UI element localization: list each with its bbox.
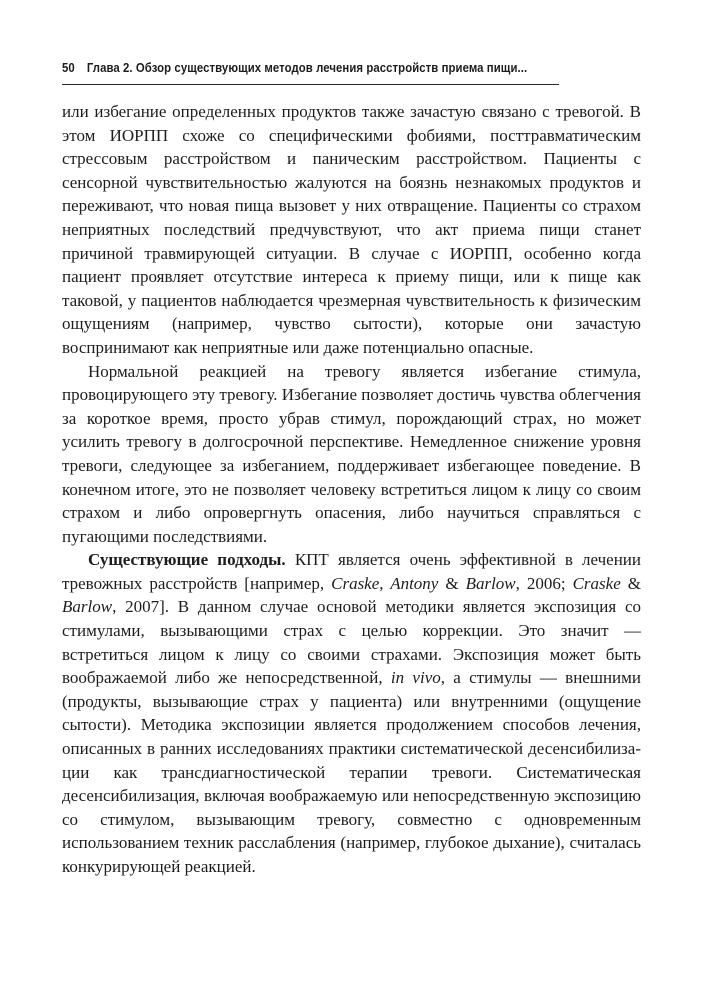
chapter-title: Глава 2. Обзор существующих методов лечения расстройств приема пищи... <box>86 60 528 75</box>
latin-term: in vivo <box>390 668 441 688</box>
citation-author: Barlow <box>62 597 113 617</box>
running-header <box>62 60 559 85</box>
text-run: , 2006; <box>515 573 573 593</box>
citation-author: Craske, Antony <box>331 573 439 593</box>
section-lead-in: Существующие подходы. <box>88 550 286 570</box>
paragraph-1: или избегание определенных продуктов также зачастую связано с тревогой. В этом ИОРПП схоже со специфическими фобиями, посттравматическим стрессовым расстройством и паническим расстройством. Пациенты с сенсорной чувствительностью жалуются на боязнь незнакомых продуктов и переживают, что новая пища вызовет у них отвращение. Пациенты со страхом неприятных последствий предчувствуют, что акт приема пищи станет причиной травмирующей ситуации. В случае с ИОРПП, особенно когда пациент проявляет отсутствие интереса к приему пищи, или к пище как таковой, у пациентов наблюдается чрезмерная чувствительность к физическим ощущениям (например, чувство сытости), которые они зачастую воспринимают как неприятные или даже потенциально опасные. <box>62 102 641 357</box>
text-run: , а стимулы — внешними (продукты, вызывающие страх у пациента) или внутренними (ощущение сытости). Методика экспозиции является продолжением способов лечения, описанных в ранних исследованиях практики систематической десенсибилизации как трансдиагностической терапии тревоги. Систематическая десенсибилизация, включая воображаемую или непосредственную экспозицию со стимулом, вызывающим тревогу, совместно с одновременным использованием техник расслабления (например, глубокое дыхание), считалась конкурирующей реакцией. <box>62 668 641 876</box>
text-run: & <box>620 573 641 593</box>
paragraph-3 <box>62 548 641 878</box>
text-run: , 2007]. В данном случае основой методики является экспозиция со стимулами, вызывающими страх с целью коррекции. Это значит — встретиться лицом к лицу со своими страхами. Экспозиция может быть воображаемой либо же непосредственной, <box>62 597 641 688</box>
paragraph-2: Нормальной реакцией на тревогу является избегание стимула, провоцирующего эту тревогу. Избегание позволяет достичь чувства облегчения за короткое время, просто убрав стимул, порождающий страх, но может усилить тревогу в долгосрочной перспективе. Немедленное снижение уровня тревоги, следующее за избеганием, поддерживает избегающее поведение. В конечном итоге, это не позволяет человеку встретиться лицом к лицу со своим страхом и либо опровергнуть опасения, либо научиться справляться с пугающими последствиями. <box>62 361 641 546</box>
page-number: 50 <box>62 60 75 75</box>
citation-author: Craske <box>572 573 621 593</box>
body-text <box>62 100 641 879</box>
text-run: КПТ является очень эффективной в лечении тревожных расстройств [например, <box>62 550 641 593</box>
citation-author: Barlow <box>465 573 516 593</box>
text-run: & <box>438 573 466 593</box>
